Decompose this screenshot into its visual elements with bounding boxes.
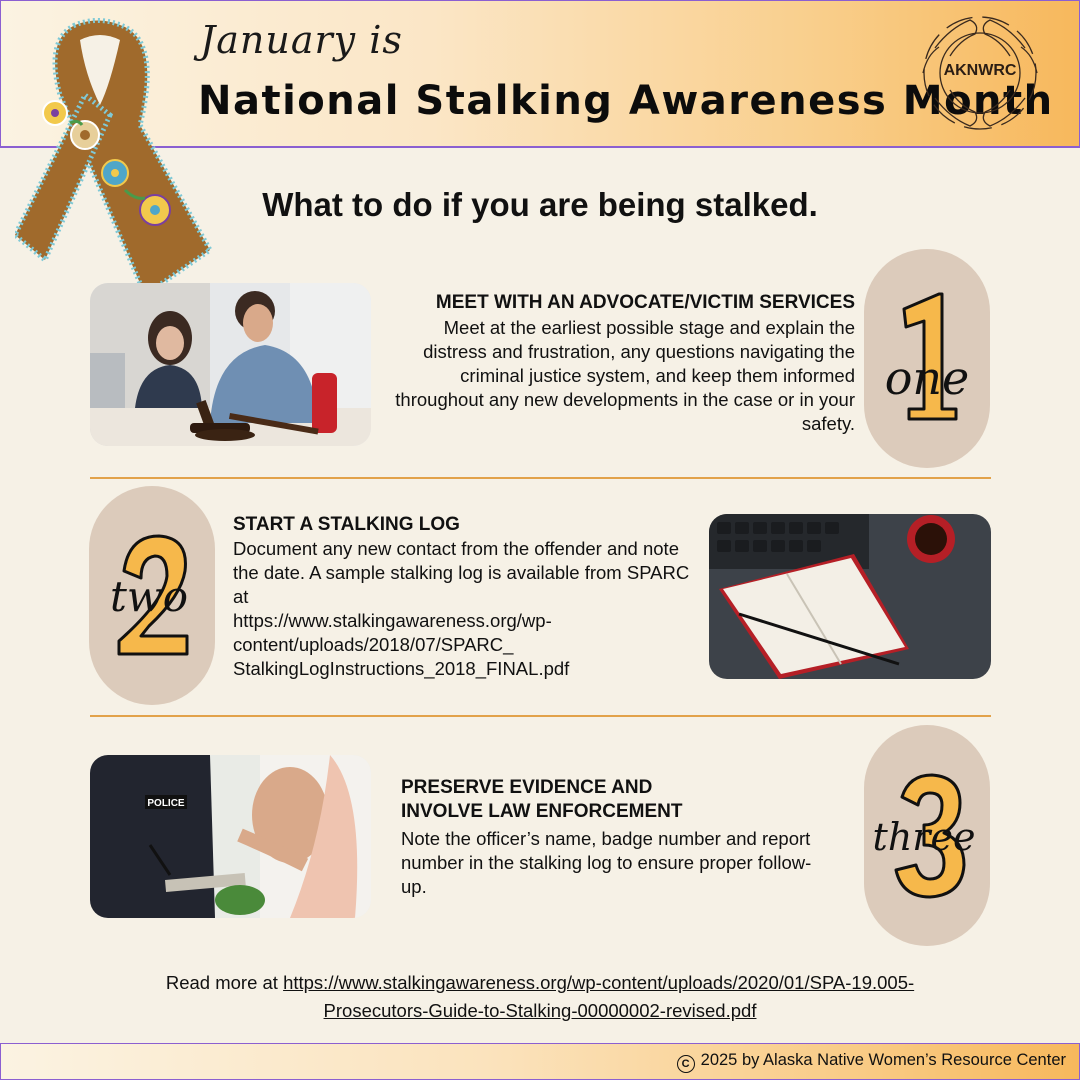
step-3-body: Note the officer’s name, badge number and report number in the stalking log to ensure proper follow-up. — [401, 828, 812, 897]
step-3-title: PRESERVE EVIDENCE AND INVOLVE LAW ENFORCEMENT — [401, 777, 683, 822]
police-report-photo — [90, 755, 371, 918]
footer-copyright-text: 2025 by Alaska Native Women’s Resource Center — [700, 1051, 1066, 1069]
section-divider — [90, 477, 991, 479]
section-divider — [90, 715, 991, 717]
step-2-body: Document any new contact from the offender and note the date. A sample stalking log is available from SPARC at https://www.stalkingawareness.org/wp- content/uploads/2018/07/SPARC_ StalkingLogInstructions_2018_FINAL.pdf — [233, 538, 690, 679]
copyright-icon: C — [677, 1055, 695, 1073]
step-1-title: MEET WITH AN ADVOCATE/VICTIM SERVICES — [435, 292, 855, 313]
step-1-body: Meet at the earliest possible stage and explain the distress and frustration, any questions navigating the criminal justice system, and keep them informed throughout any new developments in the case or in your safety. — [395, 317, 855, 434]
read-more-link-line2[interactable]: Prosecutors-Guide-to-Stalking-00000002-revised.pdf — [323, 1000, 757, 1021]
step-2-word: two — [109, 572, 189, 621]
read-more-link[interactable] — [283, 972, 914, 1021]
step-3-word: three — [872, 815, 976, 859]
section-heading: What to do if you are being stalked. — [262, 186, 818, 223]
awareness-ribbon-illustration — [15, 5, 220, 305]
police-badge-text: POLICE — [147, 798, 185, 809]
notebook-photo — [709, 514, 991, 679]
step-3-numeral — [864, 725, 990, 946]
read-more — [40, 969, 1040, 1025]
header-subtitle: January is — [200, 18, 403, 62]
step-1-word: one — [884, 351, 970, 405]
step-2-numeral — [89, 486, 215, 705]
read-more-prefix: Read more at — [165, 972, 284, 993]
footer-copyright — [677, 1051, 1066, 1073]
read-more-link-line1[interactable]: https://www.stalkingawareness.org/wp-content/uploads/2020/01/SPA-19.005- — [283, 972, 915, 993]
logo-text: AKNWRC — [943, 62, 1017, 79]
step-1-numeral — [864, 249, 990, 468]
page-title: National Stalking Awareness Month — [198, 78, 1054, 124]
step-2-title: START A STALKING LOG — [233, 514, 460, 535]
advocate-meeting-photo — [90, 283, 371, 446]
